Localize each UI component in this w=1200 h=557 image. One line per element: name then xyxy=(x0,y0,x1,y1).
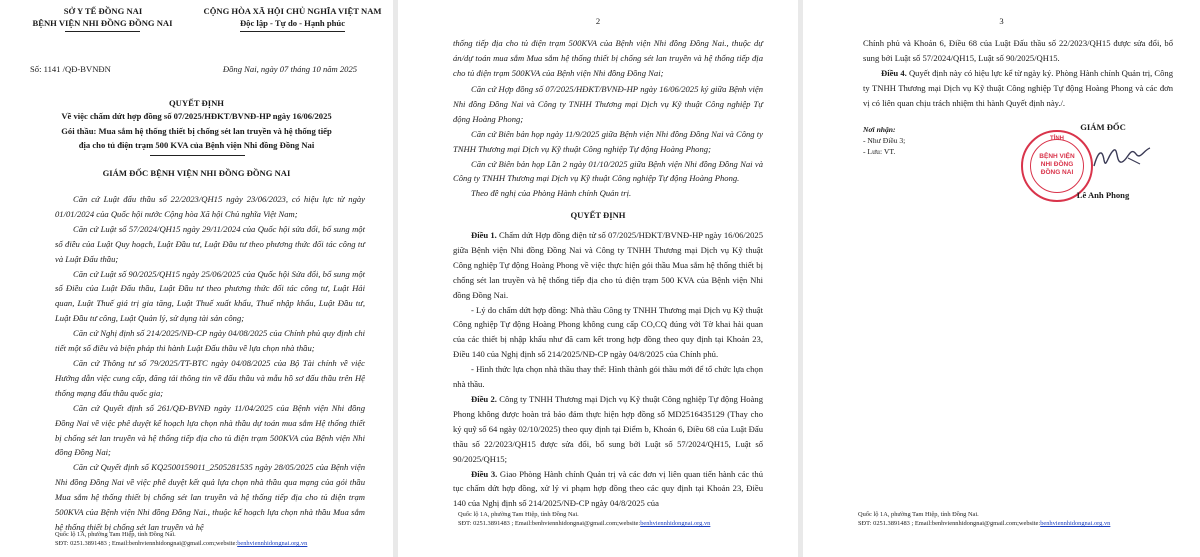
page-footer xyxy=(458,510,788,528)
basis-paragraph: Căn cứ Luật số 90/2025/QH15 ngày 25/06/2025 của Quốc hội Sửa đổi, bổ sung một số Điều của Luật Đấu thầu, Luật Đầu tư theo phương thức đối tác công tư, Luật Hải quan, Luật Thuế giá trị gia tăng, Luật Thuế xuất khẩu, Thuế nhập khẩu, Luật Đầu tư, Luật Đầu tư công, Luật Quản lý, sử dụng tài sản công; xyxy=(55,268,365,324)
footer-address: Quốc lộ 1A, phường Tam Hiệp, tỉnh Đồng Nai. xyxy=(55,531,176,538)
article-1: Điều 1. Chấm dứt Hợp đồng điện tử số 07/2025/HĐKT/BVNĐ-HP ngày 16/06/2025 giữa Bệnh viện Nhi đồng Đồng Nai và Công ty TNHH Thương mại Dịch vụ Kỹ thuật Công nghiệp Tự động Hoàng Phong về việc thực hiện gói thầu Mua sắm hệ thống thiết bị chống sét lan truyền và hệ thống tiếp địa cho tủ điện trạm 500 KVA của Bệnh viện Nhi đồng Đồng Nai. xyxy=(453,230,764,300)
page-footer xyxy=(55,530,375,548)
stamp-text-center: BỆNH VIỆN NHI ĐỒNG ĐỒNG NAI xyxy=(1039,153,1075,176)
header-underline-right xyxy=(240,31,345,32)
republic-name: CỘNG HÒA XÃ HỘI CHỦ NGHĨA VIỆT NAM xyxy=(203,6,382,16)
header-underline-left xyxy=(65,31,140,32)
document-page-2 xyxy=(398,0,798,557)
articles xyxy=(453,228,763,511)
basis-paragraph: Theo đề nghị của Phòng Hành chính Quản trị. xyxy=(471,188,632,199)
article-1-form: - Hình thức lựa chọn nhà thầu thay thế: Hình thành gói thầu mới để tổ chức lựa chọn nhà thầu. xyxy=(453,364,763,390)
page-number: 3 xyxy=(999,16,1004,26)
signature xyxy=(1088,140,1158,175)
basis-paragraphs xyxy=(453,82,763,201)
basis-paragraph: Căn cứ Hợp đồng số 07/2025/HĐKT/BVNĐ-HP ngày 16/06/2025 ký giữa Bệnh viện Nhi đồng Đồng Nai và Công ty TNHH Thương mại Dịch vụ Kỹ thuật Công nghiệp Tự động Hoàng Phong; xyxy=(453,84,763,124)
basis-continuation: thống tiếp địa cho tủ điện trạm 500KVA của Bệnh viện Nhi đồng Đồng Nai., thuộc dự án/dự toán mua sắm Mua sắm hệ thống thiết bị chống sét lan truyền và hệ thống tiếp địa cho tủ điện trạm 500KVA của Bệnh viện Nhi đồng Đồng Nai; xyxy=(453,38,763,78)
footer-contact: SĐT: 0251.3891483 ; Email:benhviennhidongnai@gmail.com;website:benhviennhidongnai.org.vn xyxy=(458,520,711,527)
subject-line-2: Gói thầu: Mua sắm hệ thống thiết bị chống sét lan truyền và hệ thống tiếp xyxy=(61,126,332,136)
recipients-block xyxy=(863,124,983,157)
website-link[interactable]: benhviennhidongnai.org.vn xyxy=(1040,520,1111,527)
basis-paragraph: Căn cứ Luật số 57/2024/QH15 ngày 29/11/2024 của Quốc hội sửa đổi, bổ sung một số điều của Luật Quy hoạch, Luật Đầu tư, Luật Đầu tư theo phương thức đối tác công tư và Luật Đấu thầu; xyxy=(55,223,365,264)
document-page-3 xyxy=(803,0,1200,557)
decision-heading: QUYẾT ĐỊNH xyxy=(570,210,626,220)
website-link[interactable]: benhviennhidongnai.org.vn xyxy=(640,520,711,527)
subject-line-1: Về việc chấm dứt hợp đồng số 07/2025/HĐKT/BVNĐ-HP ngày 16/06/2025 xyxy=(61,111,332,121)
decision-number: Số: 1141 /QĐ-BVNĐN xyxy=(30,64,111,74)
basis-paragraphs xyxy=(55,192,365,535)
articles xyxy=(863,36,1173,111)
hospital-name: BỆNH VIỆN NHI ĐỒNG ĐỒNG NAI xyxy=(32,18,173,28)
basis-paragraph: Căn cứ Nghị định số 214/2025/NĐ-CP ngày 04/08/2025 của Chính phủ quy định chi tiết một số điều và biện pháp thi hành Luật Đấu thầu về lựa chọn nhà thầu; xyxy=(55,328,365,354)
issuing-authority: GIÁM ĐỐC BỆNH VIỆN NHI ĐỒNG ĐỒNG NAI xyxy=(102,168,291,178)
article-1-reason: - Lý do chấm dứt hợp đồng: Nhà thầu Công ty TNHH Thương mại Dịch vụ Kỹ thuật Công nghiệp Tự động Hoàng Phong không cung cấp CO,CQ đúng với Tờ khai hải quan của các thiết bị nhập khẩu như đã cam kết trong hợp đồng theo quy định tại Khoản 23, Điều 140 của Nghị định số 214/2025/NĐ-CP ngày 04/8/2025 của Chính phủ. xyxy=(453,304,763,360)
page-footer xyxy=(858,510,1178,528)
article-2: Điều 2. Công ty TNHH Thương mại Dịch vụ Kỹ thuật Công nghiệp Tự động Hoàng Phong không được hoàn trả bảo đảm thực hiện hợp đồng số MD2516435129 (Thay cho ký quỹ số 64 ngày 02/10/2025) theo quy định tại Điểm b, Khoản 6, Điều 68 của Luật Đấu thầu số 22/2023/QH15 được sửa đổi, bổ sung bởi Luật số 57/2024/QH15, Luật số 90/2025/QH15; xyxy=(453,393,763,464)
footer-address: Quốc lộ 1A, phường Tam Hiệp, tỉnh Đồng Nai. xyxy=(458,511,579,518)
ministry-name: SỞ Y TẾ ĐỒNG NAI xyxy=(63,6,143,16)
page-number: 2 xyxy=(595,16,601,26)
article-3-continuation: Chính phủ và Khoản 6, Điều 68 của Luật Đấu thầu số 22/2023/QH15 được sửa đổi, bổ sung bởi Luật số 57/2024/QH15, Luật số 90/2025/QH15. xyxy=(863,38,1173,63)
basis-paragraph: Căn cứ Thông tư số 79/2025/TT-BTC ngày 04/08/2025 của Bộ Tài chính về việc Hướng dẫn việc cung cấp, đăng tải thông tin về đấu thầu và mẫu hồ sơ đấu thầu trên Hệ thống mạng đấu thầu quốc gia; xyxy=(55,357,365,398)
document-page-1 xyxy=(0,0,393,557)
national-motto: Độc lập - Tự do - Hạnh phúc xyxy=(239,18,346,28)
subject-line-3: địa cho tủ điện trạm 500 KVA của Bệnh viện Nhi đồng Đồng Nai xyxy=(78,140,315,150)
basis-paragraph: Căn cứ Quyết định số KQ2500159011_2505281535 ngày 28/05/2025 của Bệnh viện Nhi đồng Đồng Nai về việc phê duyệt kết quả lựa chọn nhà thầu qua mạng của gói thầu Mua sắm hệ thống thiết bị chống sét lan truyền và hệ thống tiếp địa cho tủ điện trạm 500KVA của Bệnh viện Nhi đồng Đồng Nai., thuộc kế hoạch lựa chọn nhà thầu Mua sắm hệ thống thiết bị chống sét lan truyền và hệ xyxy=(55,462,365,532)
article-4: Điều 4. Quyết định này có hiệu lực kể từ ngày ký. Phòng Hành chính Quản trị, Công ty TNHH Thương mại Dịch vụ Kỹ thuật Công nghiệp Tự động Hoàng Phong và các đơn vị có liên quan chịu trách nhiệm thi hành Quyết định này./. xyxy=(863,67,1173,108)
recipients-label: Nơi nhận: xyxy=(863,125,896,134)
signer-title: GIÁM ĐỐC xyxy=(1080,122,1126,132)
subject-underline xyxy=(150,155,245,156)
recipient-item: - Lưu: VT. xyxy=(863,147,896,156)
recipient-item: - Như Điều 3; xyxy=(863,136,906,145)
basis-paragraph: Căn cứ Luật đấu thầu số 22/2023/QH15 ngày 23/06/2023, có hiệu lực từ ngày 01/01/2024 của Quốc hội nước Cộng hòa Xã hội Chủ nghĩa Việt Nam; xyxy=(55,194,365,219)
stamp-text-top: TỈNH xyxy=(1050,136,1064,142)
footer-address: Quốc lộ 1A, phường Tam Hiệp, tỉnh Đồng Nai. xyxy=(858,511,979,518)
signer-name: Lê Anh Phong xyxy=(1076,190,1130,200)
basis-paragraph: Căn cứ Biên bản họp ngày 11/9/2025 giữa Bệnh viện Nhi đồng Đồng Nai và Công ty TNHH Thương mại Dịch vụ Kỹ thuật Công nghiệp Tự động Hoàng Phong; xyxy=(453,128,763,154)
basis-paragraph: Căn cứ Biên bản họp Lần 2 ngày 01/10/2025 giữa Bệnh viện Nhi đồng Đồng Nai và Công ty TNHH Thương mại Dịch vụ Kỹ thuật Công nghiệp Tự động Hoàng Phong. xyxy=(453,158,763,184)
doc-type-title: QUYẾT ĐỊNH xyxy=(169,98,224,108)
basis-paragraph: Căn cứ Quyết định số 261/QĐ-BVNĐ ngày 11/04/2025 của Bệnh viện Nhi đồng Đồng Nai về việc phê duyệt kế hoạch lựa chọn nhà thầu dự toán mua sắm Hệ thống thiết bị chống sét lan truyền và hệ thống tiếp địa cho tủ điện trạm 500KVA của Bệnh viện Nhi đồng Đồng Nai; xyxy=(55,402,365,458)
article-3: Điều 3. Giao Phòng Hành chính Quản trị và các đơn vị liên quan tiến hành các thủ tục chấm dứt hợp đồng, xử lý vi phạm hợp đồng theo các quy định tại Khoản 23, Điều 140 của Nghị định số 214/2025/NĐ-CP ngày 04/8/2025 của xyxy=(453,468,763,509)
decision-date: Đồng Nai, ngày 07 tháng 10 năm 2025 xyxy=(222,64,358,74)
website-link[interactable]: benhviennhidongnai.org.vn xyxy=(237,540,308,547)
footer-contact: SĐT: 0251.3891483 ; Email:benhviennhidongnai@gmail.com;website:benhviennhidongnai.org.vn xyxy=(858,520,1111,527)
footer-contact: SĐT: 0251.3891483 ; Email:benhviennhidongnai@gmail.com;website:benhviennhidongnai.org.vn xyxy=(55,540,308,547)
